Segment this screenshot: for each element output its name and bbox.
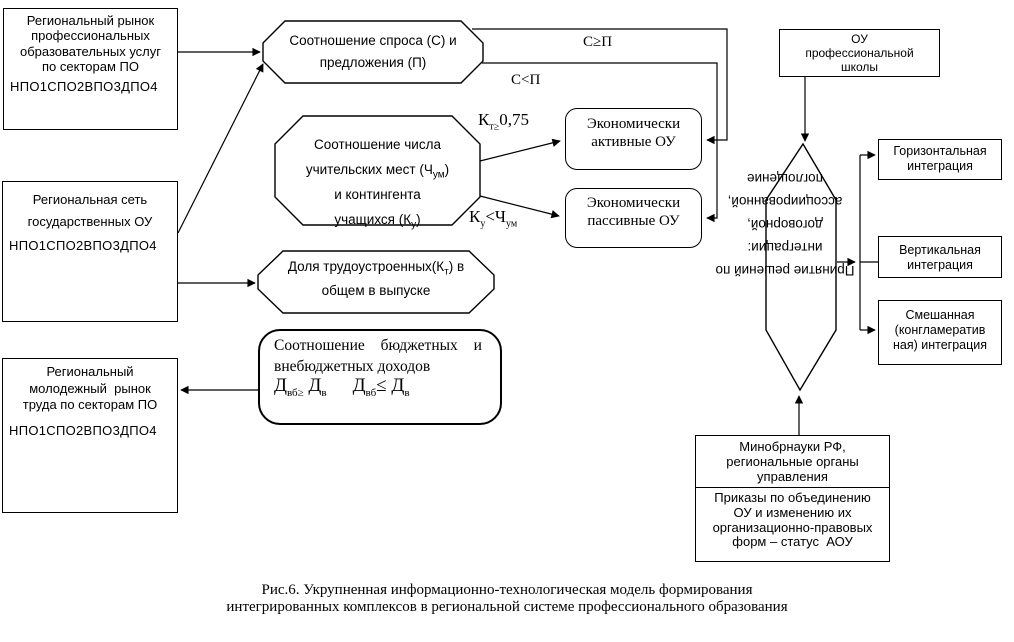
regional-market-line: по секторам ПО bbox=[42, 58, 139, 74]
employed-share-line: общем в выпуске bbox=[321, 282, 431, 298]
regional-market-box bbox=[3, 8, 178, 130]
budget-term-sub: в bbox=[321, 386, 327, 399]
economically-active-box bbox=[565, 108, 702, 170]
employed-share-text bbox=[258, 255, 494, 302]
horizontal-integration-line: интеграция bbox=[907, 159, 973, 173]
supply-demand-line: предложения (П) bbox=[319, 55, 427, 70]
horizontal-integration-line: Горизонтальная bbox=[893, 144, 987, 158]
school-line: школы bbox=[840, 59, 879, 74]
regional-network-sectors-code: НПО1СПО2ВПО3ДПО4 bbox=[9, 238, 157, 253]
decision-line: поглощение bbox=[747, 171, 823, 186]
regional-market-line: профессиональных bbox=[31, 28, 150, 44]
teacher-ratio-sub: ум bbox=[432, 169, 445, 181]
mixed-integration-box bbox=[878, 300, 1002, 365]
ministry-line: управления bbox=[757, 469, 828, 484]
active-line: активные ОУ bbox=[591, 133, 676, 150]
figure-caption bbox=[0, 582, 1014, 615]
regional-market-line: Региональный рынок bbox=[26, 13, 155, 28]
budget-line: внебюджетных доходов bbox=[274, 358, 431, 375]
teacher-ratio-frag: ) bbox=[416, 212, 421, 227]
ku-sub: у bbox=[480, 218, 486, 230]
supply-demand-text bbox=[263, 30, 483, 74]
caption-line: Рис.6. Укрупненная информационно-технологическая модель формирования bbox=[261, 582, 753, 598]
kt-threshold-label bbox=[478, 110, 529, 133]
economically-passive-box bbox=[565, 188, 702, 248]
active-line: Экономически bbox=[586, 116, 681, 132]
supply-demand-line: Соотношение спроса (С) и bbox=[289, 33, 457, 48]
vertical-integration-line: интеграция bbox=[907, 258, 973, 272]
orders-line: организационно-правовых bbox=[712, 519, 873, 535]
budget-term: Д bbox=[352, 375, 366, 396]
budget-term-sub: в bbox=[404, 386, 410, 399]
regional-market-sectors-code: НПО1СПО2ВПО3ДПО4 bbox=[10, 79, 158, 94]
passive-line: пассивные ОУ bbox=[587, 212, 680, 229]
teacher-ratio-frag: учительских мест (Ч bbox=[305, 162, 433, 177]
employed-frag: ) в bbox=[448, 259, 465, 274]
ku-frag: К bbox=[469, 207, 481, 226]
condition-lt-label: С<П bbox=[511, 72, 541, 88]
youth-market-line: труда по секторам ПО bbox=[22, 397, 158, 412]
regional-network-box bbox=[2, 181, 178, 322]
passive-line: Экономически bbox=[586, 195, 681, 211]
employed-frag: Доля трудоустроенных(К bbox=[287, 259, 445, 274]
decision-line: интеграции: bbox=[747, 240, 823, 255]
budget-ratio-box bbox=[258, 329, 502, 425]
teacher-ratio-text bbox=[275, 132, 480, 232]
ku-frag: <Ч bbox=[485, 207, 506, 226]
decision-line: Принятие решений по bbox=[715, 263, 855, 278]
employed-share-line bbox=[258, 255, 494, 279]
teacher-ratio-line: Соотношение числа bbox=[314, 137, 441, 152]
school-line: ОУ bbox=[851, 32, 868, 46]
caption-line: интегрированных комплексов в региональной системе профессионального образования bbox=[226, 598, 788, 615]
budget-operator: ≤ bbox=[376, 375, 387, 396]
vertical-integration-box bbox=[878, 236, 1002, 278]
budget-term-sub: вб bbox=[365, 386, 377, 399]
youth-labor-market-box bbox=[2, 358, 178, 513]
mixed-integration-line: ная) интеграция bbox=[892, 338, 988, 352]
regional-network-line: государственных ОУ bbox=[27, 213, 153, 229]
mixed-integration-line: Смешанная bbox=[905, 308, 975, 322]
ministry-box bbox=[695, 435, 890, 488]
horizontal-integration-box bbox=[878, 139, 1002, 180]
youth-market-line: Региональный bbox=[46, 364, 134, 379]
budget-term: Д bbox=[391, 375, 405, 396]
teacher-ratio-sub: у bbox=[411, 219, 417, 231]
budget-term-sub: вб≥ bbox=[286, 386, 304, 399]
professional-school-box bbox=[779, 29, 940, 77]
orders-line: Приказы по объединению bbox=[714, 490, 871, 505]
condition-ge-label: С≥П bbox=[583, 34, 613, 50]
arrow-teacher-to-active bbox=[480, 141, 560, 161]
orders-box bbox=[695, 487, 890, 562]
decision-line: ассоциированной, bbox=[727, 194, 843, 209]
mixed-integration-line: (конгламератив bbox=[894, 323, 986, 337]
kt-frag: К bbox=[478, 110, 490, 129]
teacher-ratio-frag: ) bbox=[444, 162, 450, 177]
youth-market-sectors-code: НПО1СПО2ВПО3ДПО4 bbox=[9, 423, 157, 438]
ku-condition-label bbox=[469, 207, 518, 230]
orders-line: форм – статус АОУ bbox=[732, 534, 853, 550]
regional-market-line: образовательных услуг bbox=[19, 43, 162, 59]
decision-hexagon-text bbox=[690, 167, 880, 282]
regional-network-line: Региональная сеть bbox=[32, 192, 148, 207]
teacher-ratio-line: и контингента bbox=[334, 187, 421, 202]
youth-market-line: молодежный рынок bbox=[29, 380, 151, 396]
kt-frag: 0,75 bbox=[499, 110, 529, 129]
decision-line: договорной, bbox=[747, 217, 823, 232]
teacher-ratio-line bbox=[275, 207, 480, 232]
employed-sub: т bbox=[444, 266, 449, 278]
budget-term: Д bbox=[308, 375, 322, 396]
teacher-ratio-line bbox=[275, 157, 480, 182]
arrow-network-to-supply bbox=[178, 64, 263, 233]
budget-line: Соотношение бюджетных и bbox=[274, 337, 482, 354]
ministry-line: региональные органы bbox=[726, 454, 859, 469]
orders-line: ОУ и изменению их bbox=[733, 504, 852, 520]
budget-formula bbox=[274, 375, 487, 397]
school-line: профессиональной bbox=[805, 45, 914, 60]
ku-sub: ум bbox=[505, 218, 518, 230]
budget-term: Д bbox=[274, 375, 287, 396]
teacher-ratio-frag: учащихся (К bbox=[334, 212, 412, 227]
vertical-integration-line: Вертикальная bbox=[899, 243, 981, 257]
ministry-line: Минобрнауки РФ, bbox=[739, 439, 846, 454]
kt-sub: т≥ bbox=[489, 121, 500, 133]
